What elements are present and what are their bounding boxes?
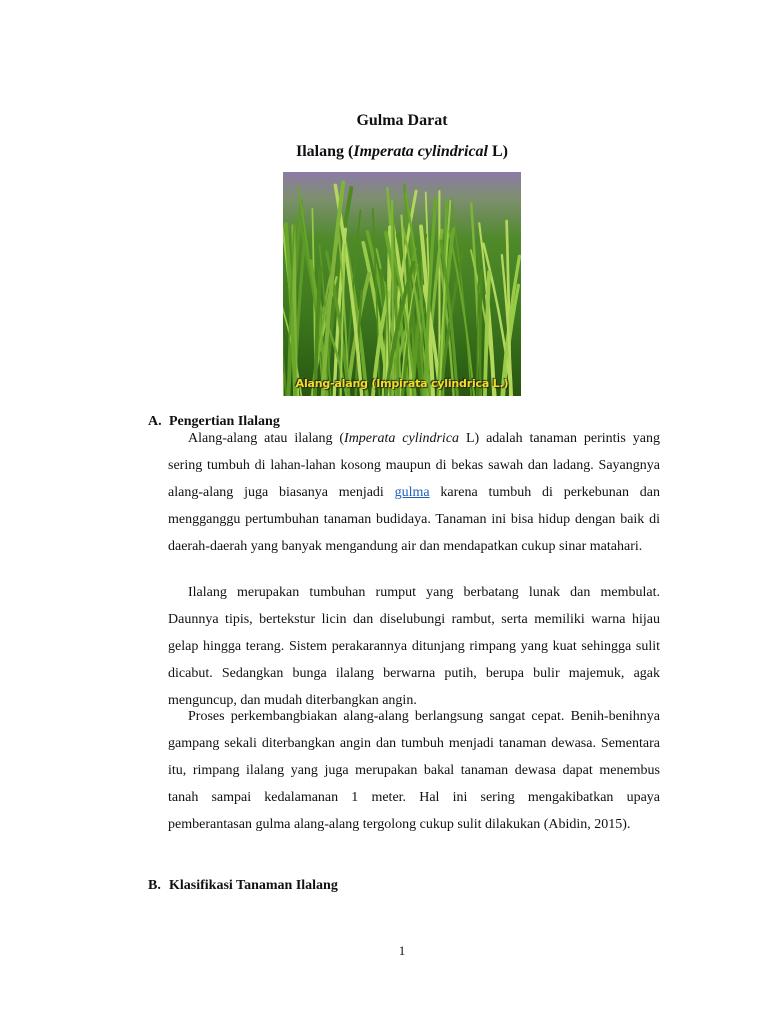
p1-text-end: karena tumbuh di perkebunan dan mengganggu pertumbuhan tanaman budidaya. Tanaman ini bisa hidup dengan baik di daerah-daerah yang banyak mengandung air dan mendapatkan cukup sinar matahari.	[168, 485, 660, 554]
p1-text-start: Alang-alang atau ilalang (	[188, 431, 345, 446]
p1-latin-name: Imperata cylindrica	[344, 431, 460, 446]
subtitle-suffix: L)	[488, 143, 508, 160]
p3-text: Proses perkembangbiakan alang-alang berlangsung sangat cepat. Benih-benihnya gampang sekali diterbangkan angin dan tumbuh menjadi tanaman dewasa. Sementara itu, rimpang ilalang yang juga merupakan bakal tanaman dewasa dapat menembus tanah sampai kedalamanan 1 meter. Hal ini sering mengakibatkan upaya pemberantasan gulma alang-alang tergolong cukup sulit dilakukan (Abidin, 2015).	[168, 709, 660, 832]
paragraph-3	[168, 703, 660, 838]
section-a-label: A.	[148, 414, 162, 429]
grass-blade	[422, 261, 423, 396]
ilalang-photo	[283, 172, 521, 396]
p1-text-middle: L) adalah tanaman perintis yang sering tumbuh di lahan-lahan kosong maupun di bekas sawah dan ladang. Sayangnya alang-alang juga biasanya menjadi	[168, 431, 660, 500]
section-b-heading	[148, 877, 338, 895]
subtitle-prefix: Ilalang (	[296, 143, 354, 160]
document-title: Gulma Darat	[356, 112, 448, 129]
page-number: 1	[398, 943, 406, 958]
grass-illustration	[283, 172, 521, 396]
section-b-label: B.	[148, 878, 161, 893]
section-b-title: Klasifikasi Tanaman Ilalang	[169, 878, 338, 893]
paragraph-1	[168, 425, 660, 560]
grass-blade	[392, 201, 393, 396]
p2-text: Ilalang merupakan tumbuhan rumput yang berbatang lunak dan membulat. Daunnya tipis, bertekstur licin dan diselubungi rambut, serta memiliki warna hijau gelap hingga terang. Sistem perakarannya ditunjang rimpang yang kuat sehingga sulit dicabut. Sedangkan bunga ilalang berwarna putih, berupa bulir majemuk, agak menguncup, dan mudah diterbangkan angin.	[168, 585, 660, 708]
photo-caption: Alang-alang (Impirata cylindrica L.)	[295, 377, 509, 390]
subtitle-latin-name: Imperata cylindrical	[353, 143, 488, 160]
document-subtitle	[0, 142, 768, 162]
section-a-title: Pengertian Ilalang	[169, 414, 280, 429]
paragraph-2	[168, 579, 660, 714]
gulma-link[interactable]: gulma	[394, 485, 430, 500]
